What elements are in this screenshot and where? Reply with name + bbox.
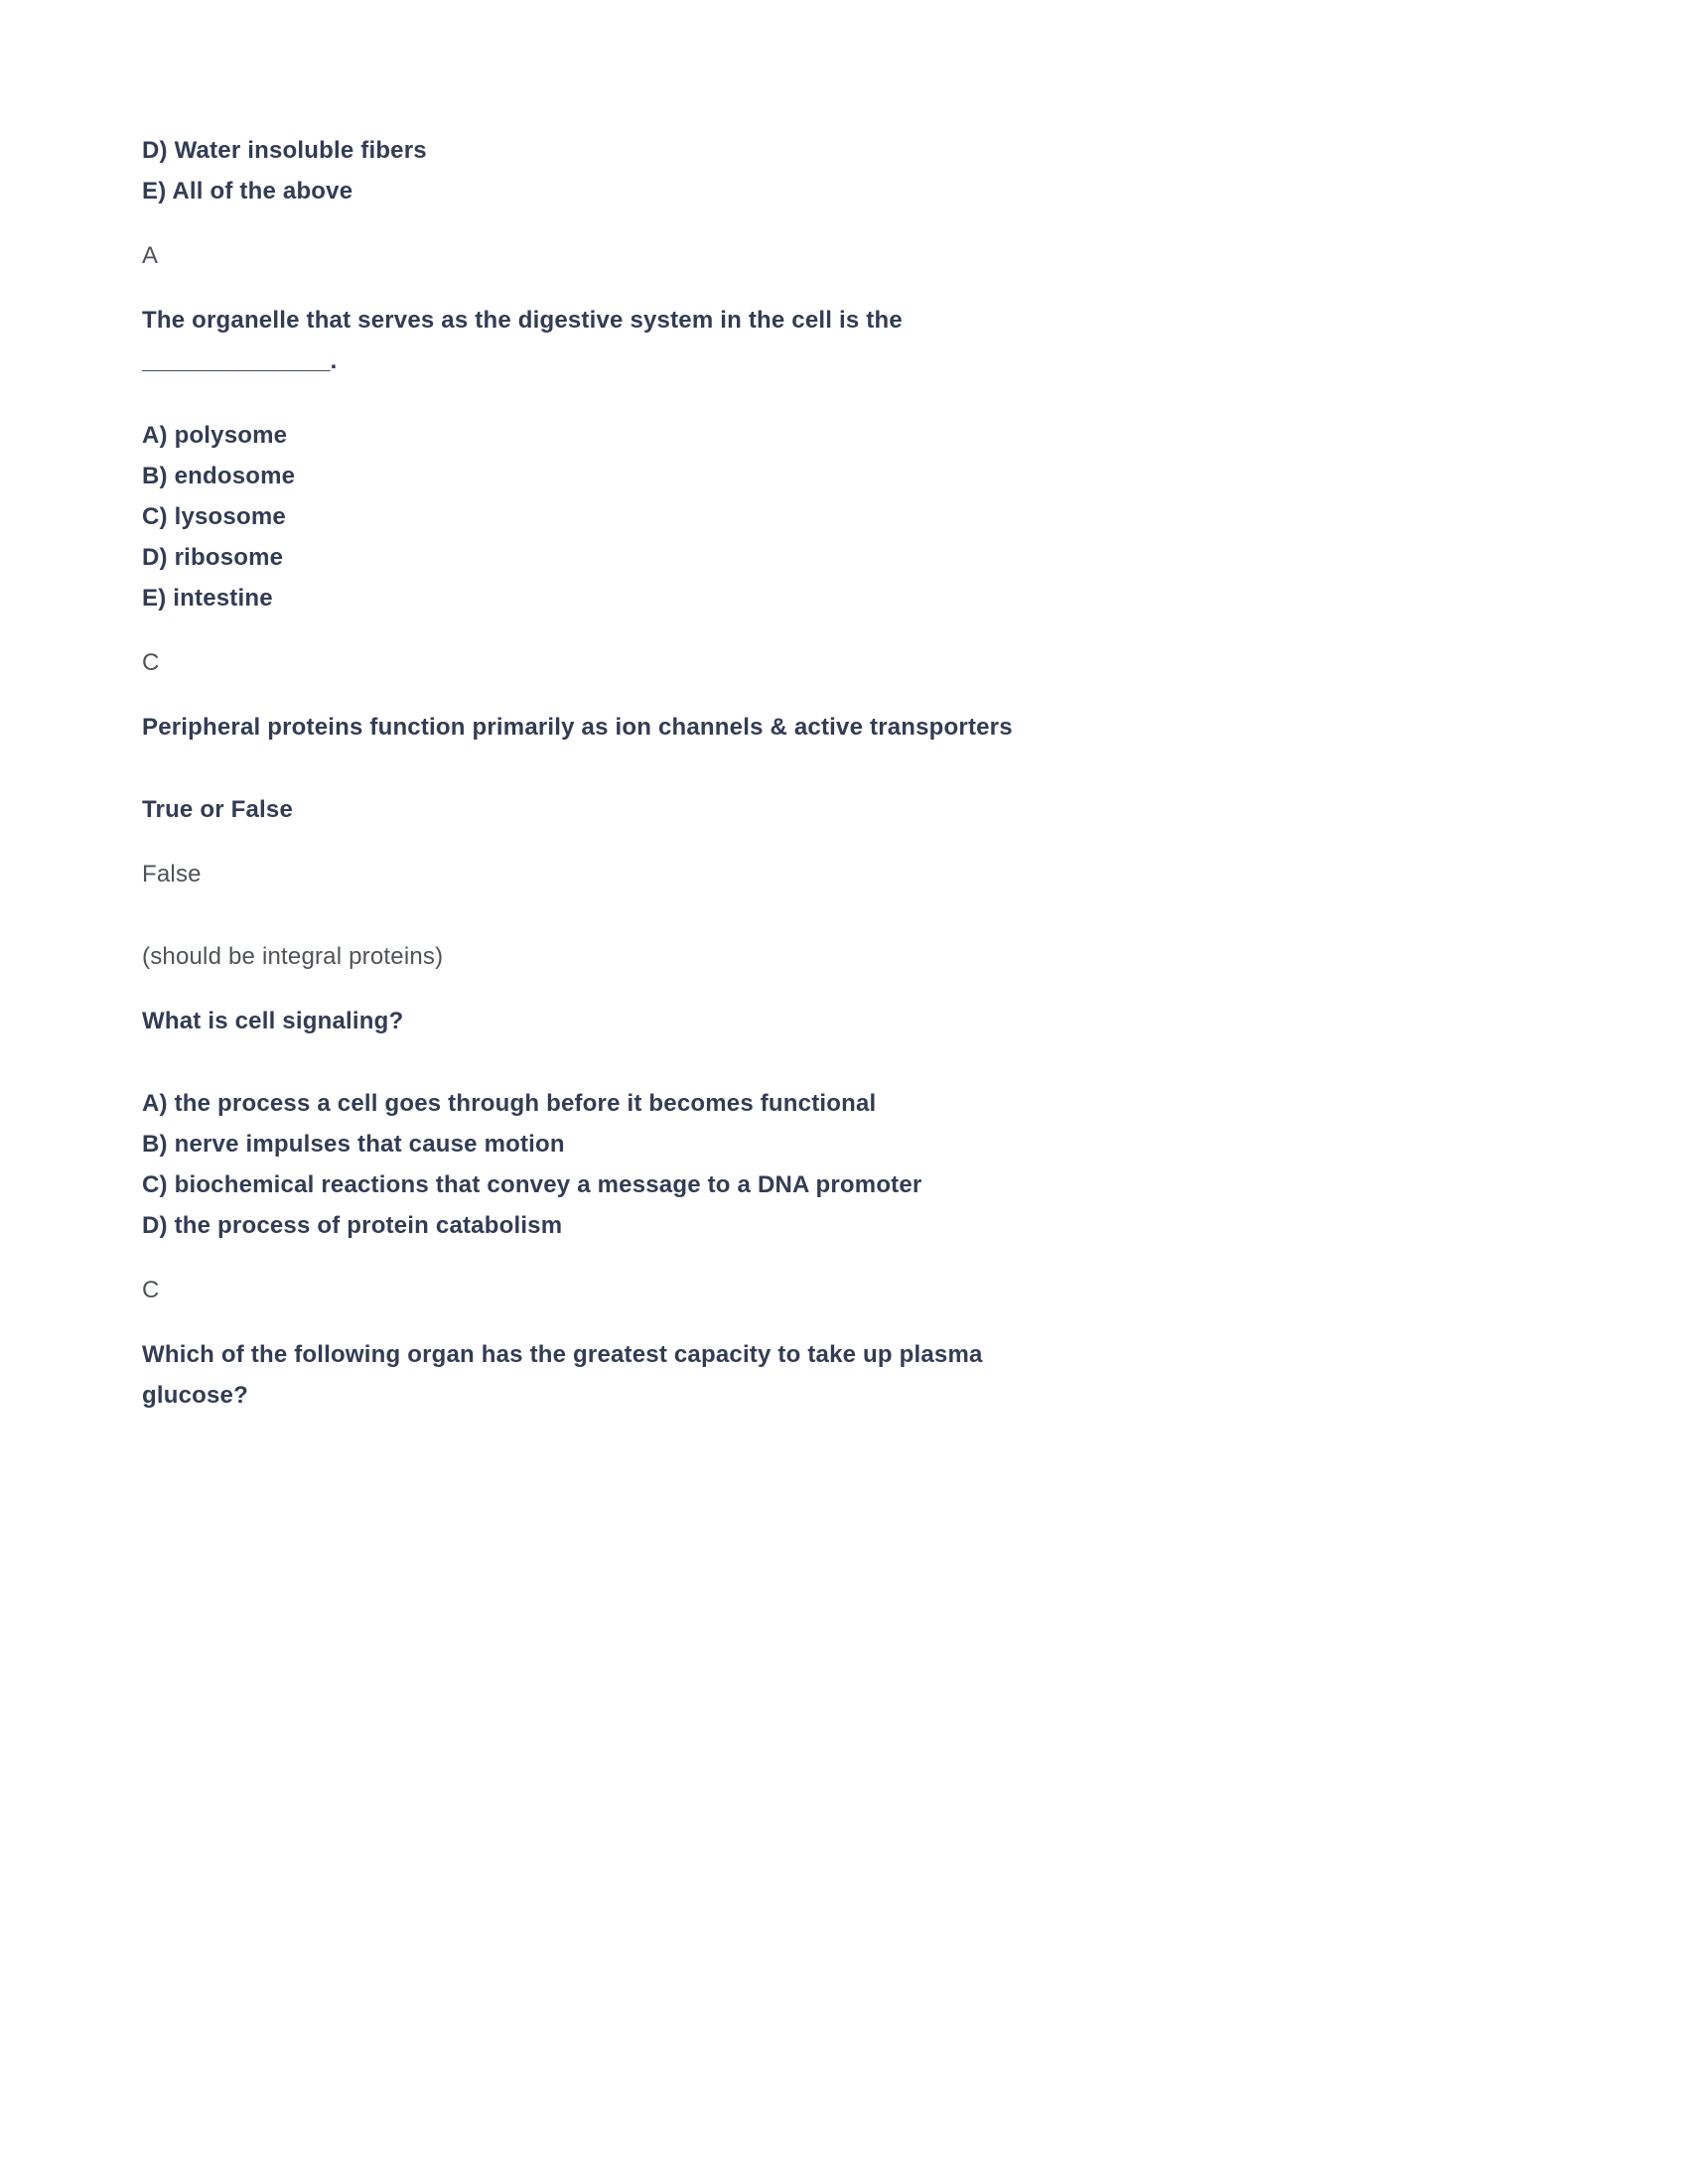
- question: [142, 1001, 1549, 1041]
- option-group: [142, 1083, 1549, 1246]
- answer: [142, 642, 1549, 683]
- answer-line: False: [142, 861, 202, 887]
- question-line: Which of the following organ has the greatest capacity to take up plasma: [142, 1341, 983, 1368]
- option-group: [142, 130, 1549, 211]
- question: [142, 300, 1549, 381]
- option-group-line: D) the process of protein catabolism: [142, 1212, 563, 1239]
- option-group-line: D) ribosome: [142, 544, 284, 571]
- answer-note-line: (should be integral proteins): [142, 943, 444, 970]
- answer: [142, 854, 1549, 894]
- question-line: What is cell signaling?: [142, 1008, 404, 1034]
- question: [142, 707, 1549, 748]
- option-group-line: E) intestine: [142, 585, 273, 612]
- answer-line: C: [142, 649, 160, 676]
- answer: [142, 1270, 1549, 1310]
- option-group-line: D) Water insoluble fibers: [142, 137, 427, 164]
- option-group-line: C) lysosome: [142, 503, 286, 530]
- question-line: glucose?: [142, 1382, 248, 1409]
- answer: [142, 235, 1549, 276]
- option-group-line: B) nerve impulses that cause motion: [142, 1131, 565, 1158]
- question-line: ______________.: [142, 347, 338, 374]
- option-group-line: A) the process a cell goes through before it becomes functional: [142, 1090, 877, 1117]
- question: [142, 1334, 1549, 1416]
- answer-note: [142, 936, 1549, 977]
- question: [142, 789, 1549, 830]
- option-group: [142, 415, 1549, 618]
- option-group-line: B) endosome: [142, 463, 296, 489]
- option-group-line: A) polysome: [142, 422, 288, 449]
- option-group-line: C) biochemical reactions that convey a message to a DNA promoter: [142, 1171, 922, 1198]
- question-line: The organelle that serves as the digestive system in the cell is the: [142, 307, 903, 334]
- option-group-line: E) All of the above: [142, 178, 353, 205]
- question-line: Peripheral proteins function primarily as ion channels & active transporters: [142, 714, 1013, 741]
- question-line: True or False: [142, 796, 293, 823]
- answer-line: A: [142, 242, 159, 269]
- answer-line: C: [142, 1277, 160, 1303]
